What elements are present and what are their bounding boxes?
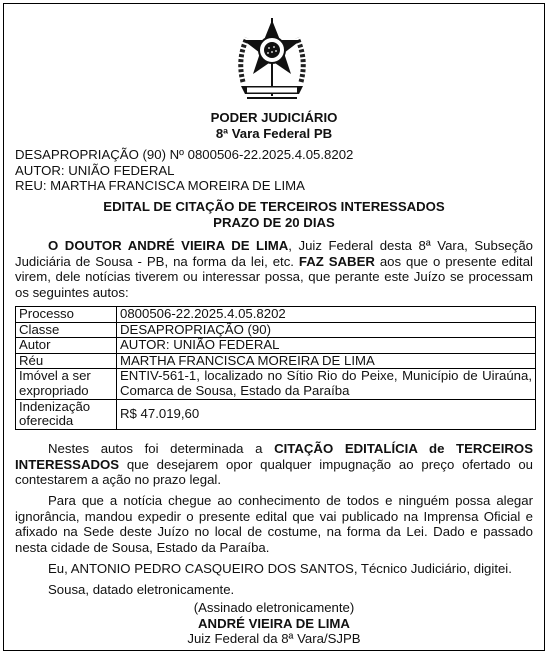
table-row — [16, 338, 536, 354]
citation-paragraph — [15, 441, 533, 488]
table-value: 0800506-22.2025.4.05.8202 — [117, 307, 536, 323]
para1-text-b: que desejarem opor qualquer impugnação ao preço ofertado ou contestarem a ação no prazo legal. — [15, 456, 533, 488]
intro-text-b: aos que o presente edital virem, dele notícias tiverem ou interessar possa, que perante este Juízo se processam os seguintes autos: — [15, 253, 533, 300]
table-label: Classe — [16, 322, 117, 338]
court-header — [4, 110, 544, 141]
table-value: R$ 47.019,60 — [117, 399, 536, 429]
typist-paragraph: Eu, ANTONIO PEDRO CASQUEIRO DOS SANTOS, Técnico Judiciário, digitei. — [48, 561, 512, 576]
table-label: Indenização oferecida — [16, 399, 117, 429]
intro-text-a: , Juiz Federal desta 8ª Vara, Subseção Judiciária de Sousa - PB, na forma da lei, etc. — [15, 238, 534, 269]
table-row — [16, 353, 536, 369]
table-row — [16, 369, 536, 399]
edital-title — [4, 199, 544, 230]
table-row — [16, 322, 536, 338]
table-value: ENTIV-561-1, localizado no Sítio Rio do Peixe, Município de Uiraúna, Comarca de Sousa, Estado da Paraíba — [117, 369, 536, 399]
title-line-2: PRAZO DE 20 DIAS — [213, 214, 335, 230]
table-label: Autor — [16, 338, 117, 354]
faz-saber: FAZ SABER — [298, 253, 375, 269]
para1-bold: CITAÇÃO EDITALÍCIA de TERCEIROS INTERESSADOS — [15, 441, 533, 472]
signature-name: ANDRÉ VIEIRA DE LIMA — [198, 615, 350, 631]
date-paragraph: Sousa, datado eletronicamente. — [48, 582, 235, 597]
case-info — [15, 147, 533, 194]
table-label: Processo — [16, 307, 117, 323]
table-label: Réu — [16, 353, 117, 369]
case-author: AUTOR: UNIÃO FEDERAL — [15, 162, 175, 178]
signature-block — [4, 600, 544, 647]
edital-document — [3, 3, 545, 651]
case-defendant: REU: MARTHA FRANCISCA MOREIRA DE LIMA — [15, 178, 305, 194]
table-value: MARTHA FRANCISCA MOREIRA DE LIMA — [117, 353, 536, 369]
para1-text-a: Nestes autos foi determinada a — [48, 441, 275, 456]
publication-paragraph: Para que a notícia chegue ao conhecimento de todos e ninguém possa alegar ignorância, mandou expedir o presente edital que vai publicado na Imprensa Oficial e afixado na Sede deste Juízo no local de costume, na forma da Lei. Dado e passado nesta cidade de Sousa, Estado da Paraíba. — [15, 493, 533, 555]
signature-role: Juiz Federal da 8ª Vara/SJPB — [187, 631, 361, 647]
table-value: AUTOR: UNIÃO FEDERAL — [117, 338, 536, 354]
table-row — [16, 307, 536, 323]
header-line-2: 8ª Vara Federal PB — [215, 125, 333, 141]
brazil-coat-of-arms-icon — [233, 14, 311, 104]
title-line-1: EDITAL DE CITAÇÃO DE TERCEIROS INTERESSADOS — [103, 199, 445, 214]
table-label: Imóvel a ser expropriado — [16, 369, 117, 399]
table-value: DESAPROPRIAÇÃO (90) — [117, 322, 536, 338]
judge-name-lead: O DOUTOR ANDRÉ VIEIRA DE LIMA — [48, 238, 289, 253]
case-class-number: DESAPROPRIAÇÃO (90) Nº 0800506-22.2025.4.05.8202 — [15, 147, 354, 162]
case-table — [15, 306, 536, 430]
signature-note: (Assinado eletronicamente) — [193, 600, 355, 615]
intro-paragraph — [15, 238, 533, 300]
table-row — [16, 399, 536, 429]
header-line-1: PODER JUDICIÁRIO — [210, 110, 338, 125]
